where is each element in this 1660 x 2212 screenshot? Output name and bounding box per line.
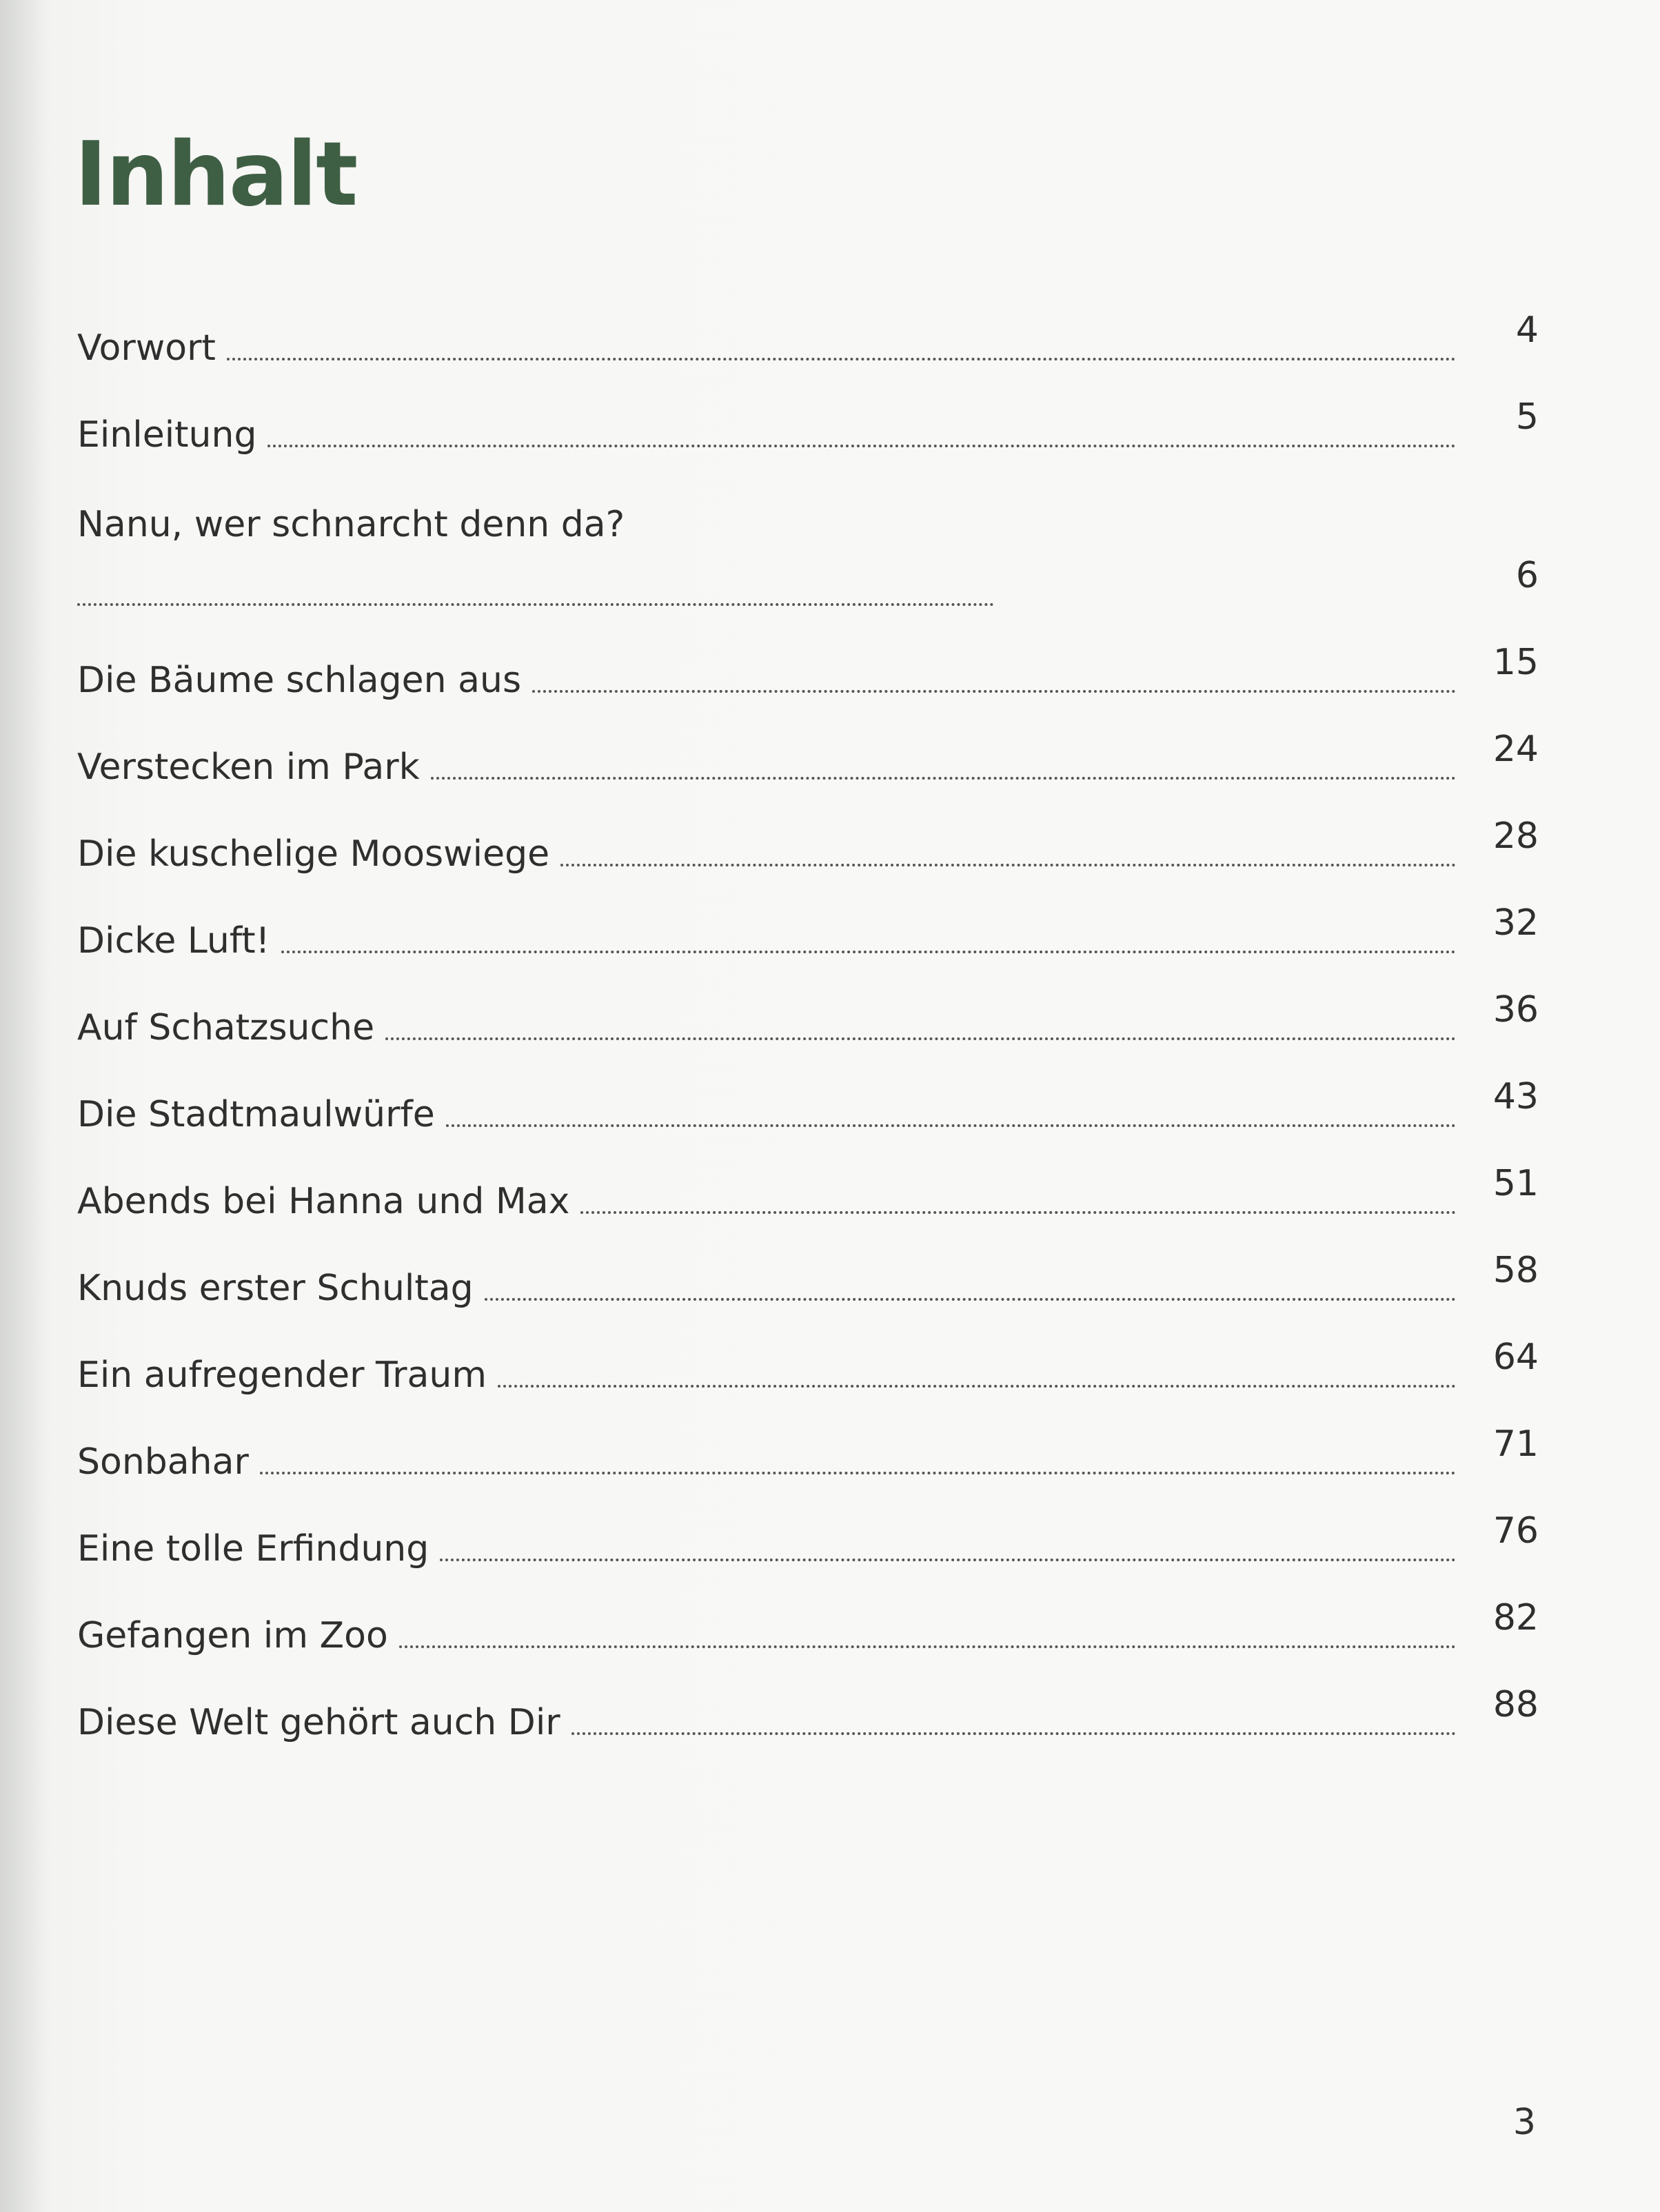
- dot-leader: [446, 1124, 1456, 1127]
- toc-entry-page: 6: [1515, 555, 1539, 596]
- table-of-contents: [77, 279, 1539, 1741]
- toc-entry-continuation: [77, 555, 1539, 611]
- dot-leader: [77, 603, 994, 606]
- toc-entry-title: Dicke Luft!: [77, 920, 270, 962]
- toc-entry-page: 32: [1492, 902, 1539, 944]
- toc-entry-title: Eine tolle Erfindung: [77, 1528, 429, 1570]
- dot-leader: [385, 1037, 1456, 1040]
- dot-leader: [267, 445, 1456, 447]
- dot-leader: [532, 690, 1456, 693]
- dot-leader: [260, 1472, 1456, 1474]
- toc-entry-page: 71: [1492, 1423, 1539, 1465]
- toc-entry-page: 64: [1492, 1337, 1539, 1378]
- toc-heading: Inhalt: [74, 123, 357, 226]
- toc-entry-page: 82: [1492, 1597, 1539, 1638]
- toc-entry: [77, 1133, 1539, 1222]
- toc-entry-title: Die Bäume schlagen aus: [77, 660, 522, 701]
- toc-entry: [77, 959, 1539, 1046]
- toc-entry-page: 4: [1515, 310, 1539, 351]
- toc-entry-page: 58: [1492, 1250, 1539, 1291]
- toc-entry-page: 36: [1492, 989, 1539, 1031]
- toc-entry-title: Sonbahar: [77, 1441, 249, 1483]
- toc-entry-page: 5: [1515, 396, 1539, 438]
- dot-leader: [431, 777, 1456, 780]
- dot-leader: [399, 1645, 1456, 1648]
- toc-entry-page: 76: [1492, 1510, 1539, 1552]
- toc-entry: [77, 872, 1539, 962]
- dot-leader: [560, 864, 1456, 866]
- dot-leader: [281, 951, 1457, 953]
- toc-entry-title: Gefangen im Zoo: [77, 1615, 388, 1656]
- toc-entry: [77, 1219, 1539, 1309]
- toc-entry: [77, 1567, 1539, 1654]
- toc-entry-title: Abends bei Hanna und Max: [77, 1181, 570, 1222]
- toc-entry: [77, 785, 1539, 875]
- dot-leader: [440, 1559, 1456, 1561]
- toc-entry: [77, 1046, 1539, 1133]
- dot-leader: [498, 1385, 1456, 1388]
- toc-entry: [77, 1393, 1539, 1483]
- toc-entry: [77, 366, 1539, 456]
- toc-entry-page: 24: [1492, 729, 1539, 770]
- toc-entry-page: 88: [1492, 1684, 1539, 1725]
- dot-leader: [227, 358, 1456, 361]
- toc-entry-page: 28: [1492, 815, 1539, 857]
- toc-entry: [77, 1480, 1539, 1570]
- toc-entry: [77, 453, 1539, 611]
- toc-entry: [77, 1306, 1539, 1396]
- toc-entry-title: Knuds erster Schultag: [77, 1268, 474, 1309]
- toc-entry-page: 51: [1492, 1163, 1539, 1204]
- dot-leader: [571, 1732, 1456, 1735]
- toc-entry-title: Einleitung: [77, 414, 257, 456]
- toc-entry: [77, 279, 1539, 369]
- toc-entry-title: Vorwort: [77, 327, 216, 369]
- toc-entry-title: Verstecken im Park: [77, 747, 420, 788]
- toc-entry-title: Diese Welt gehört auch Dir: [77, 1702, 560, 1743]
- toc-entry-title: Die Stadtmaulwürfe: [77, 1094, 435, 1135]
- toc-entry-title: Auf Schatzsuche: [77, 1007, 375, 1048]
- dot-leader: [485, 1298, 1456, 1301]
- toc-entry-page: 43: [1492, 1076, 1539, 1117]
- page-edge-shadow: [0, 0, 48, 2212]
- dot-leader: [580, 1211, 1456, 1214]
- toc-entry: [77, 1654, 1539, 1741]
- toc-entry-title: Nanu, wer schnarcht denn da?: [77, 504, 625, 545]
- page-number: 3: [1512, 2102, 1536, 2143]
- toc-entry: [77, 698, 1539, 788]
- toc-entry: [77, 611, 1539, 701]
- toc-entry-title: Die kuschelige Mooswiege: [77, 833, 550, 875]
- toc-entry-page: 15: [1492, 642, 1539, 683]
- toc-entry-title: Ein aufregender Traum: [77, 1354, 487, 1396]
